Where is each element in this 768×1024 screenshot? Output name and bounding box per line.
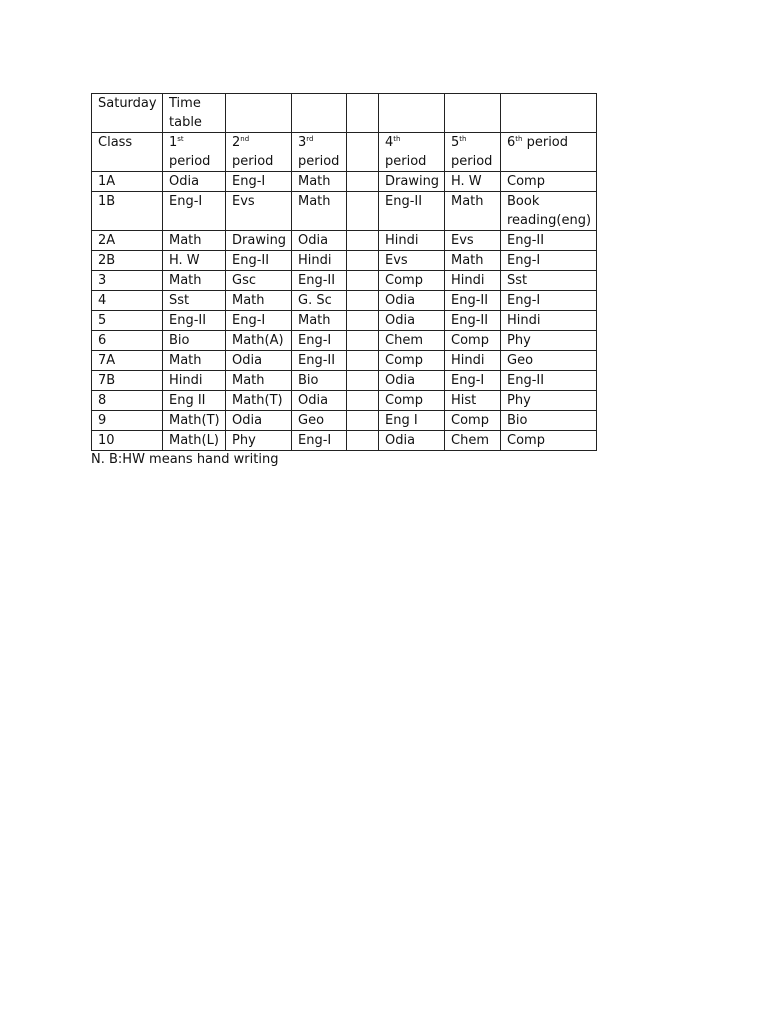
subject-cell: Comp: [379, 391, 445, 411]
header-label: 6: [507, 135, 516, 150]
subject-cell: Math: [163, 351, 226, 371]
class-cell: 1B: [92, 192, 163, 231]
title-cell: [379, 94, 445, 133]
header-ordinal: th: [459, 135, 467, 143]
saturday-timetable: [91, 93, 597, 451]
subject-cell: Eng-II: [501, 371, 597, 391]
header-cell-blank: [347, 133, 379, 172]
subject-cell: [347, 192, 379, 231]
class-cell: 2B: [92, 251, 163, 271]
table-row: [92, 231, 597, 251]
subject-cell: Odia: [163, 172, 226, 192]
header-cell-period-1: [163, 133, 226, 172]
subject-cell: Evs: [379, 251, 445, 271]
subject-cell: [347, 271, 379, 291]
subject-cell: Math: [292, 311, 347, 331]
header-tail: period: [451, 154, 493, 169]
header-cell-period-3: [292, 133, 347, 172]
class-cell: 3: [92, 271, 163, 291]
class-cell: 2A: [92, 231, 163, 251]
table-row: [92, 431, 597, 451]
title-cell: [226, 94, 292, 133]
header-label: 2: [232, 135, 241, 150]
subject-cell: [347, 231, 379, 251]
class-cell: 6: [92, 331, 163, 351]
subject-cell: Phy: [226, 431, 292, 451]
subject-cell: Odia: [379, 371, 445, 391]
subject-cell: Eng-I: [501, 251, 597, 271]
header-label: 3: [298, 135, 307, 150]
subject-cell: Math(T): [163, 411, 226, 431]
subject-cell: Math(T): [226, 391, 292, 411]
table-row: [92, 411, 597, 431]
header-ordinal: nd: [240, 135, 250, 143]
header-ordinal: rd: [306, 135, 314, 143]
subject-cell: Bio: [501, 411, 597, 431]
subject-cell: Eng-II: [226, 251, 292, 271]
subject-cell: Odia: [292, 391, 347, 411]
table-row: [92, 251, 597, 271]
subject-cell: Math(L): [163, 431, 226, 451]
subject-cell: Odia: [292, 231, 347, 251]
header-label: Class: [98, 135, 133, 150]
subject-cell: Eng-II: [292, 271, 347, 291]
table-row: [92, 172, 597, 192]
subject-cell: Book reading(eng): [501, 192, 597, 231]
subject-cell: [347, 411, 379, 431]
subject-cell: Comp: [501, 431, 597, 451]
subject-cell: [347, 391, 379, 411]
subject-cell: Eng-I: [163, 192, 226, 231]
title-cell: Saturday: [92, 94, 163, 133]
subject-cell: Phy: [501, 331, 597, 351]
subject-cell: Phy: [501, 391, 597, 411]
subject-cell: Hist: [445, 391, 501, 411]
header-label: 5: [451, 135, 460, 150]
subject-cell: Eng-II: [445, 311, 501, 331]
subject-cell: Sst: [501, 271, 597, 291]
header-tail: period: [169, 154, 211, 169]
subject-cell: Math: [226, 371, 292, 391]
header-cell-class: [92, 133, 163, 172]
subject-cell: G. Sc: [292, 291, 347, 311]
title-cell: [445, 94, 501, 133]
subject-cell: Hindi: [292, 251, 347, 271]
class-cell: 10: [92, 431, 163, 451]
subject-cell: Eng-II: [501, 231, 597, 251]
subject-cell: Eng-I: [292, 431, 347, 451]
header-row: [92, 133, 597, 172]
table-row: [92, 391, 597, 411]
subject-cell: Eng-II: [163, 311, 226, 331]
subject-cell: Hindi: [445, 271, 501, 291]
subject-cell: Odia: [226, 411, 292, 431]
header-ordinal: st: [177, 135, 184, 143]
subject-cell: Eng I: [379, 411, 445, 431]
subject-cell: Hindi: [501, 311, 597, 331]
header-label: 4: [385, 135, 394, 150]
subject-cell: Hindi: [379, 231, 445, 251]
subject-cell: Bio: [292, 371, 347, 391]
timetable-body: [92, 172, 597, 451]
class-cell: 7B: [92, 371, 163, 391]
table-row: [92, 331, 597, 351]
header-tail: period: [298, 154, 340, 169]
header-tail: period: [522, 135, 569, 150]
subject-cell: Eng-I: [445, 371, 501, 391]
subject-cell: Odia: [226, 351, 292, 371]
class-cell: 8: [92, 391, 163, 411]
class-cell: 9: [92, 411, 163, 431]
subject-cell: Hindi: [445, 351, 501, 371]
document-page: [91, 93, 596, 469]
subject-cell: Geo: [501, 351, 597, 371]
header-cell-period-6: [501, 133, 597, 172]
subject-cell: Hindi: [163, 371, 226, 391]
subject-cell: Eng-II: [292, 351, 347, 371]
header-tail: period: [232, 154, 274, 169]
subject-cell: Bio: [163, 331, 226, 351]
table-row: [92, 351, 597, 371]
subject-cell: H. W: [163, 251, 226, 271]
header-ordinal: th: [393, 135, 401, 143]
title-cell: [347, 94, 379, 133]
subject-cell: [347, 291, 379, 311]
subject-cell: [347, 431, 379, 451]
header-label: 1: [169, 135, 178, 150]
subject-cell: [347, 311, 379, 331]
subject-cell: Math: [292, 192, 347, 231]
subject-cell: Eng-I: [226, 172, 292, 192]
table-row: [92, 371, 597, 391]
title-cell: [292, 94, 347, 133]
subject-cell: Sst: [163, 291, 226, 311]
table-row: [92, 192, 597, 231]
header-cell-period-4: [379, 133, 445, 172]
subject-cell: Eng II: [163, 391, 226, 411]
class-cell: 1A: [92, 172, 163, 192]
class-cell: 5: [92, 311, 163, 331]
title-cell: [501, 94, 597, 133]
subject-cell: Odia: [379, 291, 445, 311]
header-ordinal: th: [515, 135, 523, 143]
title-row: [92, 94, 597, 133]
subject-cell: Odia: [379, 431, 445, 451]
subject-cell: H. W: [445, 172, 501, 192]
footnote: N. B:HW means hand writing: [91, 452, 279, 467]
subject-cell: Comp: [379, 351, 445, 371]
subject-cell: Math: [292, 172, 347, 192]
subject-cell: Eng-II: [445, 291, 501, 311]
header-tail: period: [385, 154, 427, 169]
subject-cell: [347, 251, 379, 271]
header-cell-period-5: [445, 133, 501, 172]
table-row: [92, 291, 597, 311]
title-cell: Time table: [163, 94, 226, 133]
subject-cell: Eng-I: [292, 331, 347, 351]
subject-cell: Evs: [445, 231, 501, 251]
subject-cell: Gsc: [226, 271, 292, 291]
table-row: [92, 271, 597, 291]
table-row: [92, 311, 597, 331]
subject-cell: [347, 172, 379, 192]
subject-cell: Eng-I: [501, 291, 597, 311]
subject-cell: Math(A): [226, 331, 292, 351]
class-cell: 4: [92, 291, 163, 311]
subject-cell: Math: [163, 231, 226, 251]
subject-cell: Drawing: [379, 172, 445, 192]
subject-cell: Comp: [379, 271, 445, 291]
class-cell: 7A: [92, 351, 163, 371]
subject-cell: Eng-II: [379, 192, 445, 231]
subject-cell: Comp: [445, 331, 501, 351]
subject-cell: Math: [445, 251, 501, 271]
subject-cell: Drawing: [226, 231, 292, 251]
subject-cell: [347, 331, 379, 351]
subject-cell: [347, 351, 379, 371]
subject-cell: Comp: [501, 172, 597, 192]
subject-cell: Chem: [445, 431, 501, 451]
subject-cell: Eng-I: [226, 311, 292, 331]
subject-cell: Math: [163, 271, 226, 291]
subject-cell: Math: [226, 291, 292, 311]
subject-cell: Geo: [292, 411, 347, 431]
subject-cell: Chem: [379, 331, 445, 351]
subject-cell: Evs: [226, 192, 292, 231]
subject-cell: [347, 371, 379, 391]
header-cell-period-2: [226, 133, 292, 172]
subject-cell: Odia: [379, 311, 445, 331]
subject-cell: Comp: [445, 411, 501, 431]
subject-cell: Math: [445, 192, 501, 231]
